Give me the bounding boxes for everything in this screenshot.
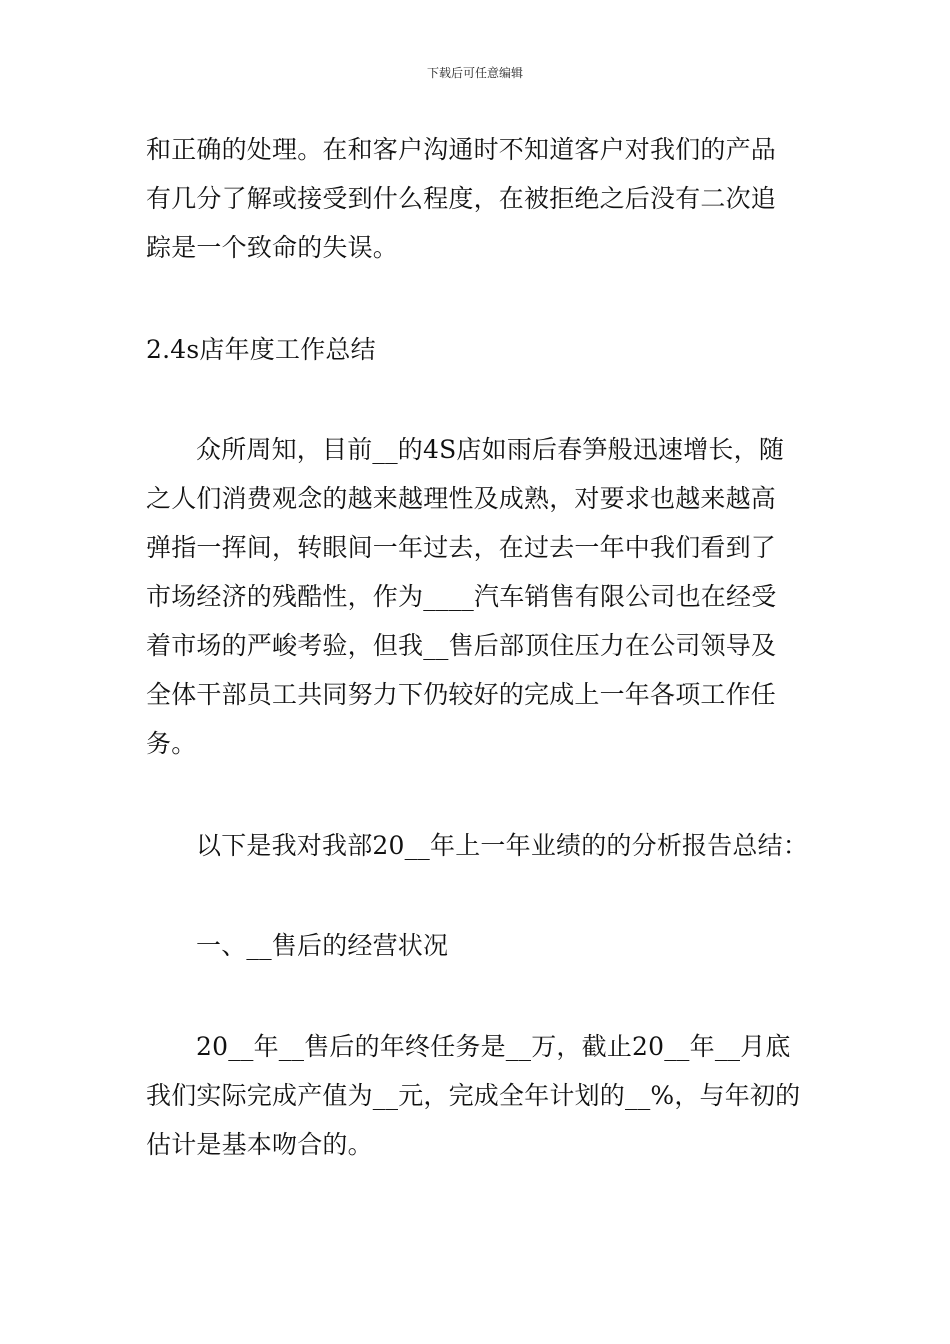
paragraph-2-line-1: 众所周知，目前__的4S店如雨后春笋般迅速增长，随 [196,435,785,464]
paragraph-4-line-2: 我们实际完成产值为__元，完成全年计划的__%，与年初的 [146,1081,801,1110]
paragraph-3-line-1: 以下是我对我部20__年上一年业绩的的分析报告总结： [196,831,809,860]
page-header: 下载后可任意编辑 [426,66,523,80]
paragraph-2-line-4: 市场经济的残酷性，作为____汽车销售有限公司也在经受 [146,582,777,611]
paragraph-4-line-1: 20__年__售后的年终任务是__万，截止20__年__月底 [196,1032,791,1061]
paragraph-2-line-7: 务。 [146,729,197,758]
paragraph-1-line-3: 踪是一个致命的失误。 [146,233,399,262]
paragraph-2-line-5: 着市场的严峻考验，但我__售后部顶住压力在公司领导及 [146,631,777,660]
paragraph-2-line-3: 弹指一挥间，转眼间一年过去，在过去一年中我们看到了 [146,533,777,562]
paragraph-2-line-2: 之人们消费观念的越来越理性及成熟，对要求也越来越高 [146,484,777,513]
subsection-heading: 一、__售后的经营状况 [196,931,449,960]
paragraph-2-line-6: 全体干部员工共同努力下仍较好的完成上一年各项工作任 [146,680,777,709]
paragraph-4-line-3: 估计是基本吻合的。 [146,1130,373,1159]
paragraph-1-line-1: 和正确的处理。在和客户沟通时不知道客户对我们的产品 [146,135,777,164]
paragraph-1-line-2: 有几分了解或接受到什么程度，在被拒绝之后没有二次追 [146,184,777,213]
section-heading: 2.4s店年度工作总结 [146,335,376,364]
